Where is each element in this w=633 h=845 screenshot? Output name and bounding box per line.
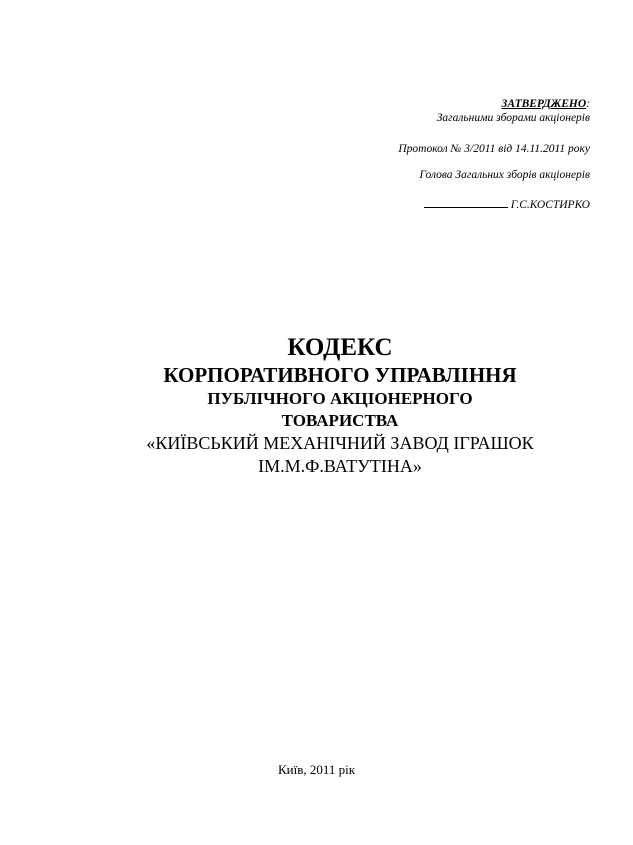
title-line-company-type-cont: ТОВАРИСТВА xyxy=(281,411,399,430)
title-line-company-name-cont: ІМ.М.Ф.ВАТУТІНА» xyxy=(258,456,422,476)
approval-block xyxy=(270,97,590,212)
title-line-governance: КОРПОРАТИВНОГО УПРАВЛІННЯ xyxy=(163,363,517,387)
title-line-company-type: ПУБЛІЧНОГО АКЦІОНЕРНОГО xyxy=(207,389,473,408)
signature-line xyxy=(270,197,590,212)
approval-heading-line xyxy=(501,98,590,110)
chair-title: Голова Загальних зборів акціонерів xyxy=(419,169,590,181)
signatory-name: Г.С.КОСТИРКО xyxy=(510,199,590,211)
title-line-company-name: «КИЇВСЬКИЙ МЕХАНІЧНИЙ ЗАВОД ІГРАШОК xyxy=(146,433,534,453)
protocol-text: Протокол № 3/2011 від 14.11.2011 року xyxy=(398,143,590,155)
approved-heading: ЗАТВЕРДЖЕНО xyxy=(501,98,587,110)
title-line-code: КОДЕКС xyxy=(287,334,393,361)
approved-heading-colon: : xyxy=(586,98,590,110)
signature-blank xyxy=(424,197,508,208)
document-title xyxy=(95,333,585,477)
place-and-year: Київ, 2011 рік xyxy=(277,762,356,777)
approved-by-text: Загальними зборами акціонерів xyxy=(436,112,590,124)
